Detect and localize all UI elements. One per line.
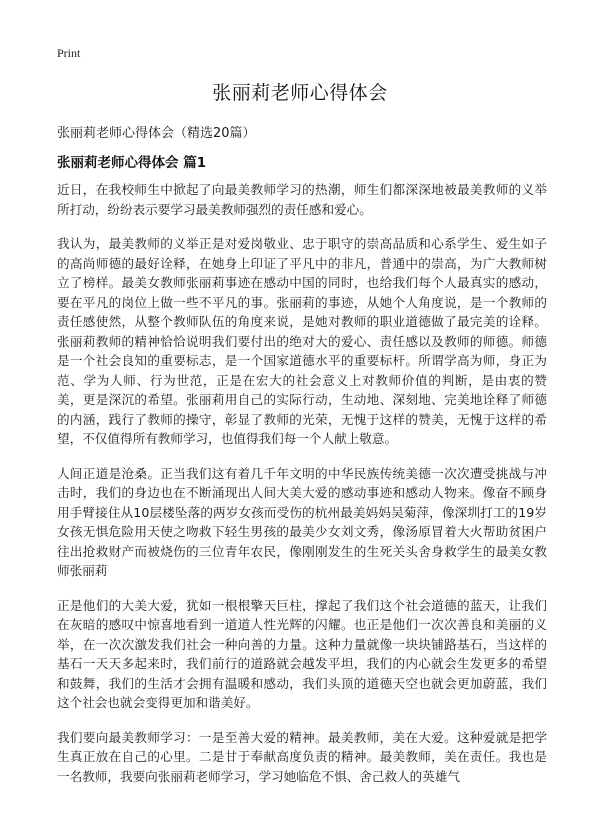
- paragraph: 人间正道是沧桑。正当我们这有着几千年文明的中华民族传统美德一次次遭受挑战与冲击时，我们的身边也在不断涌现出人间大美大爱的感动事迹和感动人物来。像奋不顾身用手臂接住从10层楼坠落的两岁女孩而受伤的杭州最美妈妈吴菊萍，像深圳打工的19岁女孩无惧危险用天使之吻救下轻生男孩的最美少女刘文秀，像汤原冒着大火帮助贫困户往出抢救财产而被烧伤的三位青年农民，像刚刚发生的生死关头舍身救学生的最美女教师张丽莉: [57, 465, 547, 578]
- paragraph: 我认为，最美教师的义举正是对爱岗敬业、忠于职守的崇高品质和心系学生、爱生如子的高尚师德的最好诠释，在她身上印证了平凡中的非凡，普通中的崇高，为广大教师树立了榜样。最美女教师张丽莉事迹在感动中国的同时，也给我们每个人最真实的感动，要在平凡的岗位上做一些不平凡的事。张丽莉的事迹，从她个人角度说，是一个教师的责任感使然，从整个教师队伍的角度来说，是她对教师的职业道德做了最完美的诠释。张丽莉教师的精神恰恰说明我们要付出的绝对大的爱心、责任感以及教师的师德。师德是一个社会良知的重要标志，是一个国家道德水平的重要标杆。所谓学高为师，身正为范、学为人师、行为世范，正是在宏大的社会意义上对教师价值的判断，是由衷的赞美，更是深沉的希望。张丽莉用自己的实际行动，生动地、深刻地、完美地诠释了师德的内涵，践行了教师的操守，彰显了教师的光荣，无愧于这样的赞美，无愧于这样的希望，不仅值得所有教师学习，也值得我们每一个人献上敬意。: [57, 236, 547, 446]
- paragraph: 我们要向最美教师学习：一是至善大爱的精神。最美教师，美在大爱。这种爱就是把学生真正放在自己的心里。二是甘于奉献高度负责的精神。最美教师，美在责任。我也是一名教师，我要向张丽莉老师学习，学习她临危不惧、舍己救人的英雄气: [57, 729, 547, 784]
- section-heading: 张丽莉老师心得体会 篇1: [57, 155, 207, 171]
- paragraph: 正是他们的大美大爱，犹如一根根擎天巨柱，撑起了我们这个社会道德的蓝天，让我们在灰暗的感叹中惊喜地看到一道道人性光辉的闪耀。也正是他们一次次善良和美丽的义举，在一次次激发我们社会一种向善的力量。这种力量就像一块块铺路基石，当这样的基石一天天多起来时，我们前行的道路就会越发平坦，我们的内心就会生发更多的希望和鼓舞，我们的生活才会拥有温暖和感动，我们头顶的道德天空也就会更加蔚蓝，我们这个社会也就会变得更加和谐美好。: [57, 597, 547, 710]
- article-body: [57, 180, 547, 786]
- paragraph: 近日，在我校师生中掀起了向最美教师学习的热潮，师生们都深深地被最美教师的义举所打动，纷纷表示要学习最美教师强烈的责任感和爱心。: [57, 182, 547, 217]
- page-title: 张丽莉老师心得体会: [212, 82, 388, 104]
- print-link[interactable]: Print: [57, 46, 81, 60]
- document-subtitle: 张丽莉老师心得体会（精选20篇）: [57, 126, 256, 141]
